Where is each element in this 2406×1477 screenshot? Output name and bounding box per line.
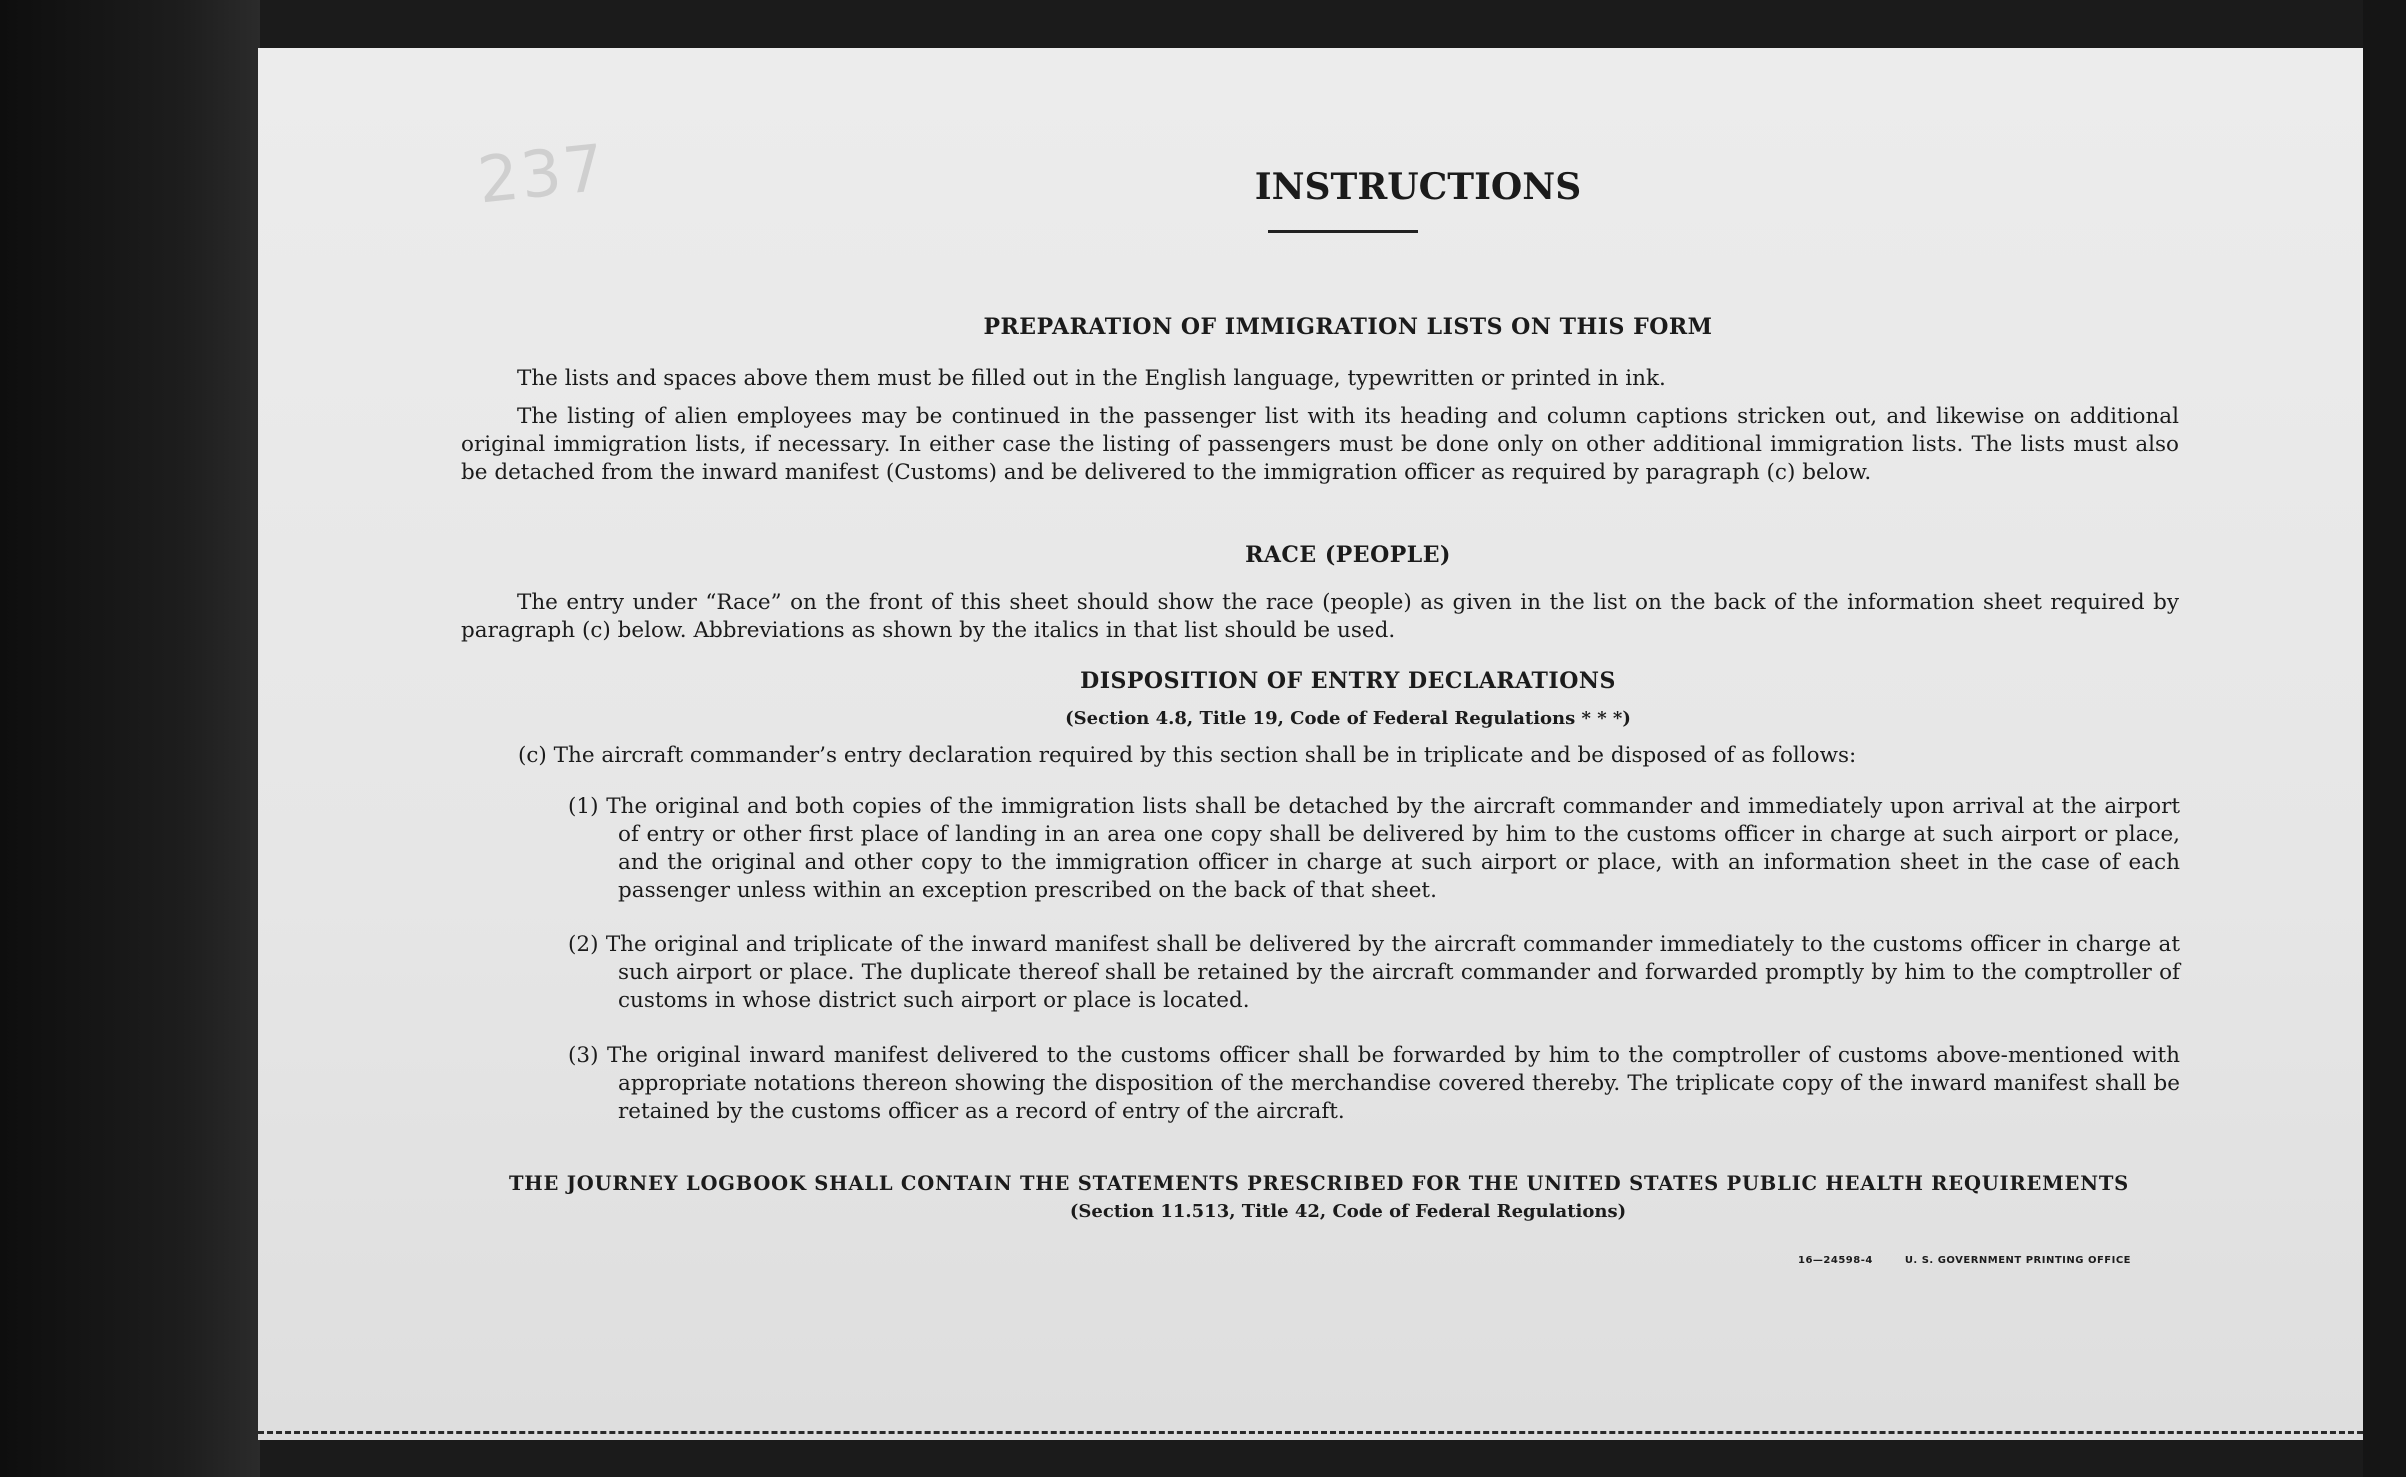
paragraph-c: (c) The aircraft commander’s entry declaration required by this section shall be in triplicate and be disposed of as follows: (518, 743, 1857, 768)
citation-title-42: (Section 11.513, Title 42, Code of Federal Regulations) (1069, 1201, 1627, 1222)
page-title: INSTRUCTIONS (1254, 166, 1582, 208)
heading-disposition: DISPOSITION OF ENTRY DECLARATIONS (1080, 668, 1616, 694)
printer-name: U. S. GOVERNMENT PRINTING OFFICE (1904, 1255, 2132, 1266)
form-number: 16—24598-4 (1798, 1255, 1873, 1266)
printing-office-footer (1798, 1255, 2159, 1266)
heading-preparation: PREPARATION OF IMMIGRATION LISTS ON THIS FORM (983, 314, 1713, 340)
paragraph-lists-language: The lists and spaces above them must be filled out in the English language, typewritten or printed in ink. (517, 366, 1666, 391)
citation-title-19: (Section 4.8, Title 19, Code of Federal Regulations * * *) (1065, 708, 1631, 729)
scan-border-left (0, 0, 260, 1477)
list-item-3: (3) The original inward manifest delivered to the customs officer shall be forwarded by him to the comptroller of customs above-mentioned with appropriate notations thereon showing the disposition of the merchandise covered thereby. The triplicate copy of the inward manifest shall be retained by the customs officer as a record of entry of the aircraft. (568, 1043, 2180, 1124)
perforation-line (258, 1431, 2363, 1434)
title-underline (1268, 230, 1418, 233)
paragraph-race: The entry under “Race” on the front of this sheet should show the race (people) as given in the list on the back of the information sheet required by paragraph (c) below. Abbreviations as shown by the italics in that list should be used. (461, 590, 2179, 643)
handwritten-page-number: 237 (474, 131, 610, 219)
heading-race: RACE (PEOPLE) (1245, 542, 1451, 568)
paragraph-alien-employees: The listing of alien employees may be continued in the passenger list with its heading and column captions stricken out, and likewise on additional original immigration lists, if necessary. In either case the listing of passengers must be done only on other additional immigration lists. The lists must also be detached from the inward manifest (Customs) and be delivered to the immigration officer as required by paragraph (c) below. (461, 404, 2179, 485)
journey-logbook-statement: THE JOURNEY LOGBOOK SHALL CONTAIN THE STATEMENTS PRESCRIBED FOR THE UNITED STATES PUBLIC HEALTH REQUIREMENTS (508, 1172, 2130, 1195)
scan-border-right (2363, 0, 2406, 1477)
document-page (258, 48, 2363, 1440)
list-item-1: (1) The original and both copies of the immigration lists shall be detached by the aircraft commander and immediately upon arrival at the airport of entry or other first place of landing in an area one copy shall be delivered by him to the customs officer in charge at such airport or place, and the original and other copy to the immigration officer in charge at such airport or place, with an information sheet in the case of each passenger unless within an exception prescribed on the back of that sheet. (568, 794, 2180, 903)
list-item-2: (2) The original and triplicate of the inward manifest shall be delivered by the aircraft commander immediately to the customs officer in charge at such airport or place. The duplicate thereof shall be retained by the aircraft commander and forwarded promptly by him to the comptroller of customs in whose district such airport or place is located. (568, 932, 2180, 1013)
